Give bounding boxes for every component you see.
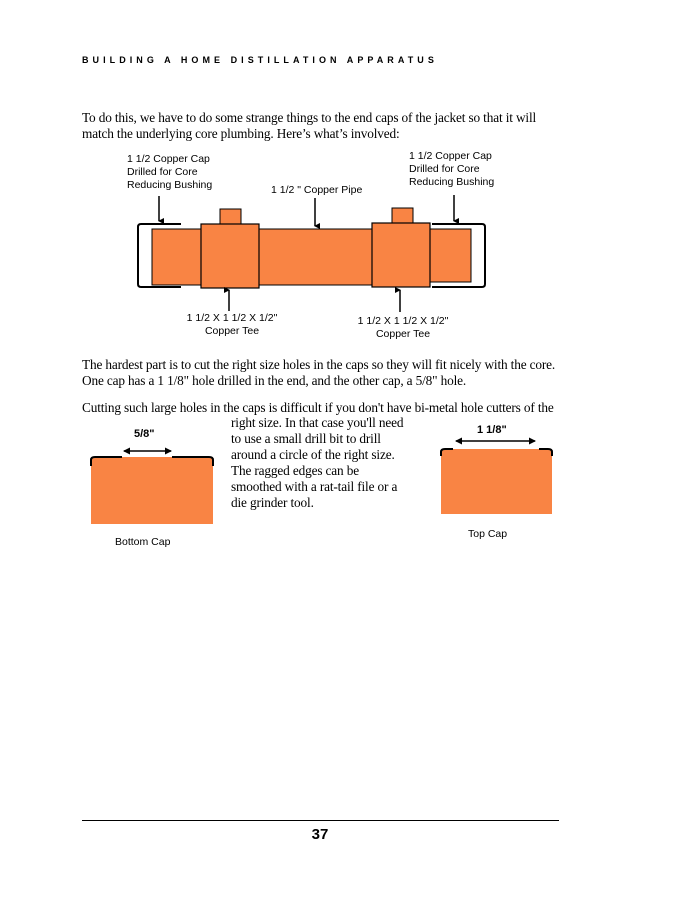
page-number: 37	[311, 826, 329, 843]
bottom-cap-body	[91, 457, 213, 524]
left-cap-label-line-2: Drilled for Core	[127, 166, 198, 178]
right-tee-label-line-1: 1 1/2 X 1 1/2 X 1/2"	[357, 315, 449, 327]
holes-paragraph	[82, 357, 555, 389]
bottom-cap-figure	[82, 425, 232, 555]
jacket-diagram	[0, 0, 695, 360]
footer-rule	[82, 820, 559, 821]
cutting-side-text: right size. In that case you'll need to use a small drill bit to drill around a circle of the right size. The ragged edges can be smoothed with a rat-tail file or a die grinder tool.	[231, 415, 404, 510]
left-tee-body	[201, 224, 259, 288]
top-cap-figure	[432, 420, 562, 550]
right-tee-outlet	[392, 208, 413, 223]
left-cap-body	[152, 229, 202, 285]
bottom-cap-caption: Bottom Cap	[115, 536, 171, 548]
top-cap-drawing	[432, 420, 562, 550]
bottom-cap-drawing	[82, 425, 232, 555]
right-cap-body	[430, 229, 471, 282]
right-cap-label-line-2: Drilled for Core	[409, 163, 480, 175]
jacket-drawing	[0, 0, 695, 360]
bottom-cap-dimension: 5/8"	[134, 428, 155, 440]
left-tee-label-line-2: Copper Tee	[204, 325, 260, 337]
holes-line-2: One cap has a 1 1/8" hole drilled in the end, and the other cap, a 5/8" hole.	[82, 373, 467, 388]
holes-line-1: The hardest part is to cut the right size holes in the caps so they will fit nicely with the core.	[82, 357, 556, 372]
left-cap-label-line-1: 1 1/2 Copper Cap	[127, 153, 210, 165]
right-cap-label-line-3: Reducing Bushing	[409, 176, 495, 188]
top-cap-caption: Top Cap	[468, 528, 508, 540]
right-cap-label-line-1: 1 1/2 Copper Cap	[409, 150, 492, 162]
intro-line-1: To do this, we have to do some strange things to the end caps of the jacket so that it will	[82, 110, 537, 125]
left-cap-label-line-3: Reducing Bushing	[127, 179, 213, 191]
cutting-line-1: Cutting such large holes in the caps is difficult if you don't have bi-metal hole cutters of the	[82, 400, 554, 415]
running-header: BUILDING A HOME DISTILLATION APPARATUS	[82, 55, 438, 65]
pipe-label: 1 1/2 " Copper Pipe	[271, 184, 363, 196]
top-cap-dimension: 1 1/8"	[477, 424, 507, 436]
intro-line-2: match the underlying core plumbing. Here’s what’s involved:	[82, 126, 400, 141]
copper-pipe	[258, 229, 373, 285]
right-tee-body	[372, 223, 430, 287]
right-tee-label-line-2: Copper Tee	[375, 328, 431, 340]
left-tee-label-line-1: 1 1/2 X 1 1/2 X 1/2"	[186, 312, 278, 324]
left-tee-outlet	[220, 209, 241, 224]
top-cap-body	[441, 449, 552, 514]
